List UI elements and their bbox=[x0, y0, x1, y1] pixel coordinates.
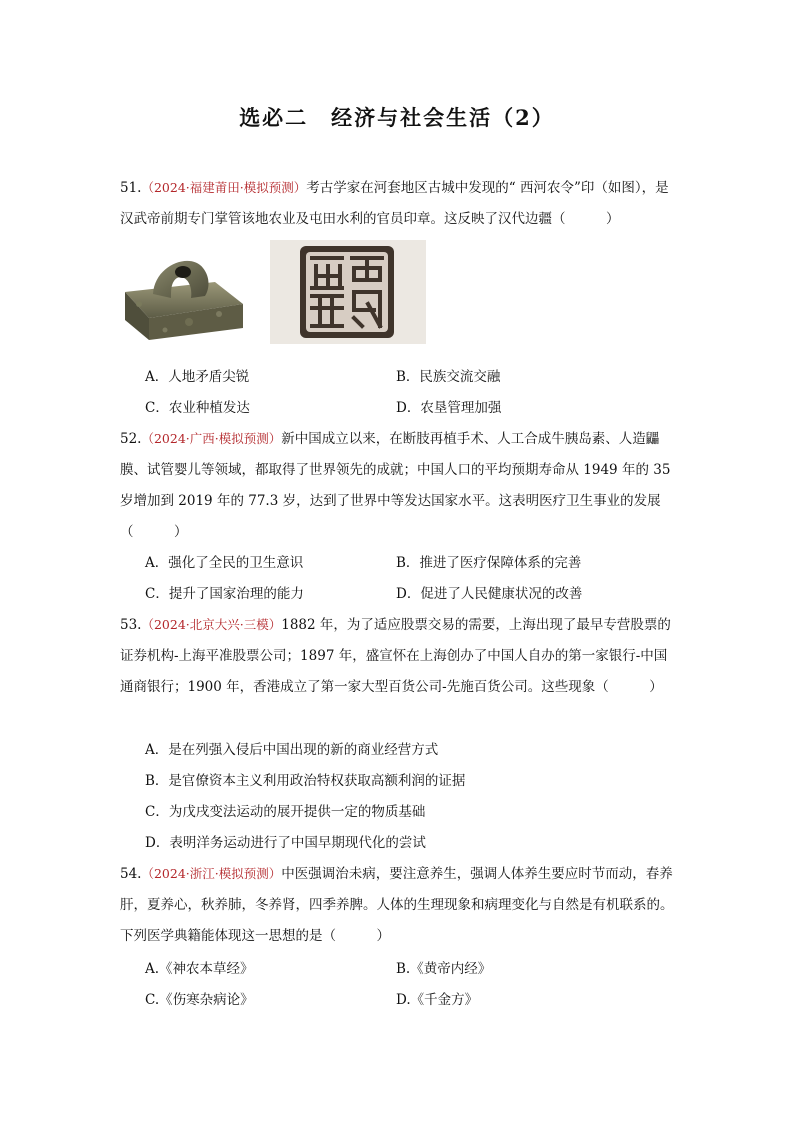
question-54 bbox=[120, 858, 680, 952]
question-source: （2024·北京大兴·三模） bbox=[141, 617, 282, 632]
question-number: 54. bbox=[120, 866, 142, 882]
question-number: 53. bbox=[120, 617, 142, 633]
seal-face-photo bbox=[270, 240, 426, 344]
question-51 bbox=[120, 172, 680, 235]
option-d[interactable]: D.《千金方》 bbox=[396, 992, 479, 1008]
option-c[interactable]: C．为戊戌变法运动的展开提供一定的物质基础 bbox=[145, 804, 426, 820]
page-title: 选必二 经济与社会生活（2） bbox=[239, 105, 555, 130]
question-source: （2024·福建莆田·模拟预测） bbox=[141, 180, 307, 195]
question-number: 51. bbox=[120, 180, 142, 196]
question-number: 52. bbox=[120, 431, 142, 447]
option-c[interactable]: C．农业种植发达 bbox=[145, 400, 250, 416]
option-a[interactable]: A．人地矛盾尖锐 bbox=[145, 369, 250, 385]
option-b[interactable]: B.《黄帝内经》 bbox=[396, 961, 492, 977]
option-a[interactable]: A.《神农本草经》 bbox=[145, 961, 254, 977]
question-53 bbox=[120, 609, 680, 703]
question-source: （2024·浙江·模拟预测） bbox=[141, 866, 282, 881]
seal-side-photo bbox=[119, 244, 247, 344]
question-stem: 1882 年，为了适应股票交易的需要，上海出现了最早专营股票的证券机构-上海平准股票公司；1897 年，盛宣怀在上海创办了中国人自办的第一家银行-中国通商银行；1900 年，香港成立了第一家大型百货公司-先施百货公司。这些现象（ ） bbox=[120, 617, 671, 695]
question-stem: 中医强调治未病，要注意养生，强调人体养生要应时节而动，春养肝，夏养心，秋养肺，冬养肾，四季养脾。人体的生理现象和病理变化与自然是有机联系的。下列医学典籍能体现这一思想的是（ ） bbox=[120, 866, 674, 944]
option-a[interactable]: A．强化了全民的卫生意识 bbox=[145, 555, 304, 571]
option-a[interactable]: A．是在列强入侵后中国出现的新的商业经营方式 bbox=[145, 742, 439, 758]
option-b[interactable]: B．民族交流交融 bbox=[396, 369, 501, 385]
option-c[interactable]: C.《伤寒杂病论》 bbox=[145, 992, 254, 1008]
question-source: （2024·广西·模拟预测） bbox=[141, 431, 282, 446]
option-d[interactable]: D．促进了人民健康状况的改善 bbox=[396, 586, 583, 602]
question-stem: 新中国成立以来，在断肢再植手术、人工合成牛胰岛素、人造鼺膜、试管婴儿等领域，都取得了世界领先的成就；中国人口的平均预期寿命从 1949 年的 35 岁增加到 2019 年的 77.3 岁，达到了世界中等发达国家水平。这表明医疗卫生事业的发展（ ） bbox=[120, 431, 671, 540]
question-stem: 考古学家在河套地区古城中发现的“ 西河农令”印（如图），是汉武帝前期专门掌管该地农业及屯田水利的官员印章。这反映了汉代边疆（ ） bbox=[120, 180, 669, 227]
option-b[interactable]: B．是官僚资本主义利用政治特权获取高额利润的证据 bbox=[145, 773, 466, 789]
option-c[interactable]: C．提升了国家治理的能力 bbox=[145, 586, 304, 602]
option-b[interactable]: B．推进了医疗保障体系的完善 bbox=[396, 555, 582, 571]
question-52 bbox=[120, 423, 680, 548]
option-d[interactable]: D．农垦管理加强 bbox=[396, 400, 502, 416]
option-d[interactable]: D．表明洋务运动进行了中国早期现代化的尝试 bbox=[145, 835, 426, 851]
